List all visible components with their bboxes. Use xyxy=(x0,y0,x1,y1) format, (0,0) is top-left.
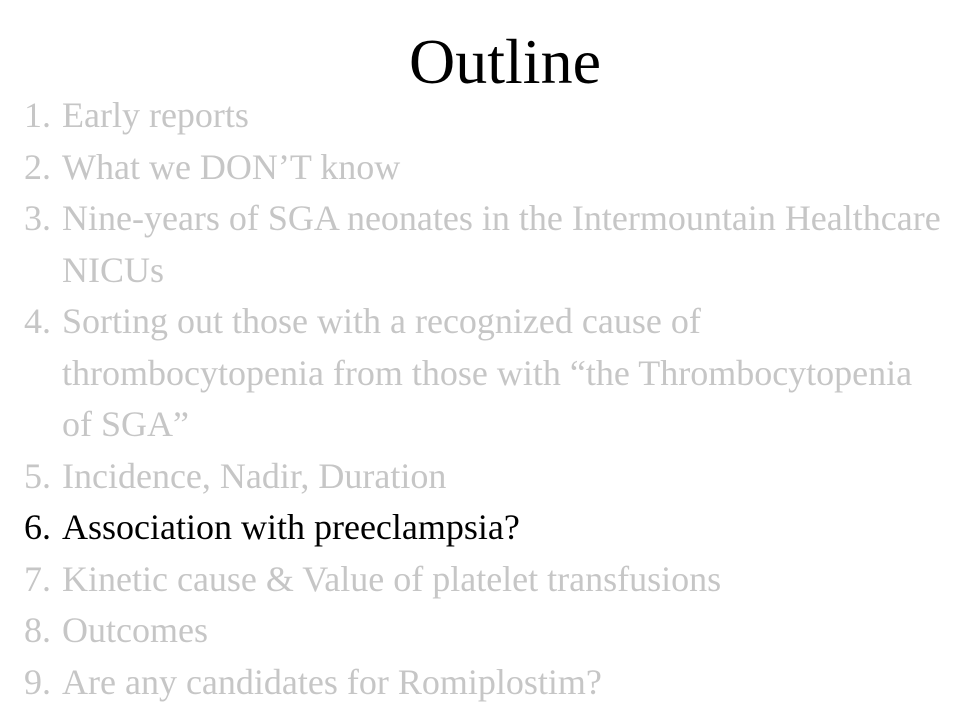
outline-item-2 xyxy=(24,142,944,194)
outline-item-number: 5. xyxy=(24,455,51,496)
outline-item-1 xyxy=(24,90,944,142)
outline-item-number: 3. xyxy=(24,198,51,238)
outline-item-9 xyxy=(24,657,944,709)
outline-item-number: 2. xyxy=(24,146,51,187)
outline-item-number: 7. xyxy=(24,558,51,599)
outline-list xyxy=(24,90,944,708)
outline-item-number: 9. xyxy=(24,661,51,702)
outline-item-text: What we DON’T know xyxy=(62,146,401,187)
outline-item-5 xyxy=(24,451,944,503)
outline-item-number: 4. xyxy=(24,301,51,341)
outline-item-8 xyxy=(24,605,944,657)
outline-item-3 xyxy=(24,193,944,296)
slide-title: Outline xyxy=(409,26,601,97)
outline-item-7 xyxy=(24,554,944,606)
outline-item-text: Incidence, Nadir, Duration xyxy=(62,455,447,496)
outline-item-text: Early reports xyxy=(62,95,249,135)
outline-item-number: 8. xyxy=(24,610,51,650)
outline-item-text: Kinetic cause & Value of platelet transfusions xyxy=(62,558,722,599)
outline-item-text: Are any candidates for Romiplostim? xyxy=(62,661,602,702)
outline-item-4 xyxy=(24,296,944,451)
outline-item-number: 6. xyxy=(24,507,51,547)
outline-item-text: Nine-years of SGA neonates in the Intermountain Healthcare NICUs xyxy=(62,198,941,290)
outline-item-text: Outcomes xyxy=(62,610,208,650)
outline-item-6-active xyxy=(24,502,944,554)
outline-item-number: 1. xyxy=(24,95,51,135)
outline-item-text: Sorting out those with a recognized cause of thrombocytopenia from those with “the Thrombocytopenia of SGA” xyxy=(62,301,913,444)
outline-item-text: Association with preeclampsia? xyxy=(62,507,520,547)
